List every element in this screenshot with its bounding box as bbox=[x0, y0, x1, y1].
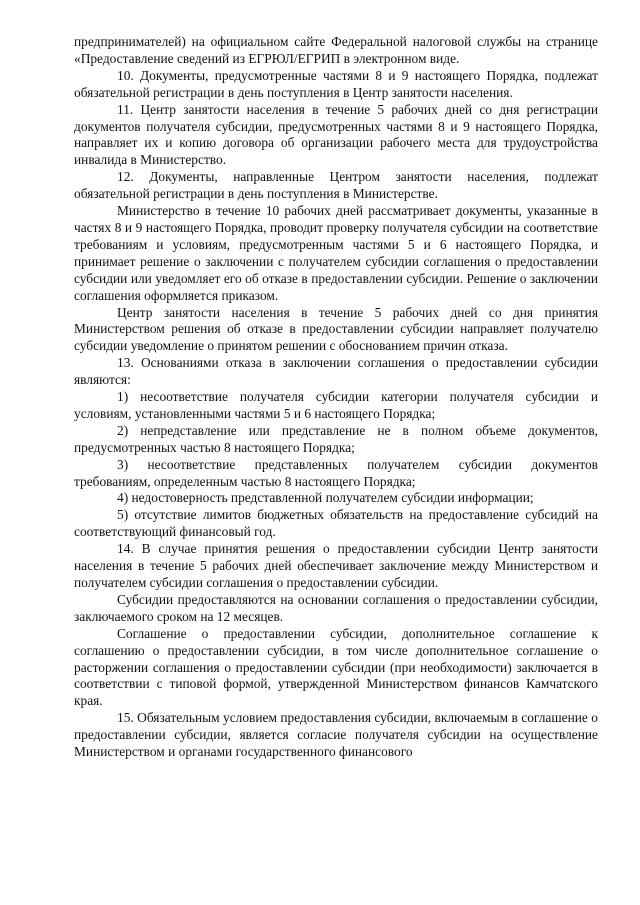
paragraph-subsidy-term: Субсидии предоставляются на основании соглашения о предоставлении субсидии, заключаемого сроком на 12 месяцев. bbox=[74, 591, 598, 624]
paragraph-14: 14. В случае принятия решения о предоставлении субсидии Центр занятости населения в течение 5 рабочих дней обеспечивает заключение между Министерством и получателем субсидии соглашения о предоставлении субсидии. bbox=[74, 541, 598, 590]
paragraph-11: 11. Центр занятости населения в течение 5 рабочих дней со дня регистрации документов получателя субсидии, предусмотренных частями 8 и 9 настоящего Порядка, направляет их и копию договора об организации рабочего места для трудоустройства инвалида в Министерство. bbox=[74, 101, 598, 168]
list-item-3: 3) несоответствие представленных получателем субсидии документов требованиям, определенным частью 8 настоящего Порядка; bbox=[74, 456, 598, 489]
paragraph-continuation: предпринимателей) на официальном сайте Федеральной налоговой службы на странице «Предоставление сведений из ЕГРЮЛ/ЕГРИП в электронном виде. bbox=[74, 34, 598, 66]
paragraph-agreement-form: Соглашение о предоставлении субсидии, дополнительное соглашение к соглашению о предоставлении субсидии, в том числе дополнительное соглашение о расторжении соглашения о предоставлении субсидии (при необходимости) заключается в соответствии с типовой формой, утвержденной Министерством финансов Камчатского края. bbox=[74, 625, 598, 709]
paragraph-13: 13. Основаниями отказа в заключении соглашения о предоставлении субсидии являются: bbox=[74, 355, 598, 388]
document-page bbox=[74, 34, 598, 761]
list-item-5: 5) отсутствие лимитов бюджетных обязательств на предоставление субсидий на соответствующий финансовый год. bbox=[74, 507, 598, 540]
list-item-4: 4) недостоверность представленной получателем субсидии информации; bbox=[117, 490, 534, 506]
paragraph-12: 12. Документы, направленные Центром занятости населения, подлежат обязательной регистрации в день поступления в Министерстве. bbox=[74, 169, 598, 202]
paragraph-ministry-review: Министерство в течение 10 рабочих дней рассматривает документы, указанные в частях 8 и 9 настоящего Порядка, проводит проверку получателя субсидии на соответствие требованиям и условиям, предусмотренным частями 5 и 6 настоящего Порядка, и принимает решение о заключении с получателем субсидии соглашения о предоставлении субсидии или уведомляет его об отказе в предоставлении субсидии. Решение о заключении соглашения оформляется приказом. bbox=[74, 203, 598, 303]
paragraph-15: 15. Обязательным условием предоставления субсидии, включаемым в соглашение о предоставлении субсидии, является согласие получателя субсидии на осуществление Министерством и органами государственного финансового bbox=[74, 710, 598, 760]
paragraph-10: 10. Документы, предусмотренные частями 8 и 9 настоящего Порядка, подлежат обязательной регистрации в день поступления в Центр занятости населения. bbox=[74, 67, 598, 100]
list-item-2: 2) непредставление или представление не в полном объеме документов, предусмотренных частью 8 настоящего Порядка; bbox=[74, 422, 598, 455]
list-item-1: 1) несоответствие получателя субсидии категории получателя субсидии и условиям, установленными частями 5 и 6 настоящего Порядка; bbox=[74, 389, 598, 421]
paragraph-refusal-notice: Центр занятости населения в течение 5 рабочих дней со дня принятия Министерством решения об отказе в предоставлении субсидии направляет получателю субсидии уведомление о принятом решении с обоснованием причин отказа. bbox=[74, 304, 598, 354]
